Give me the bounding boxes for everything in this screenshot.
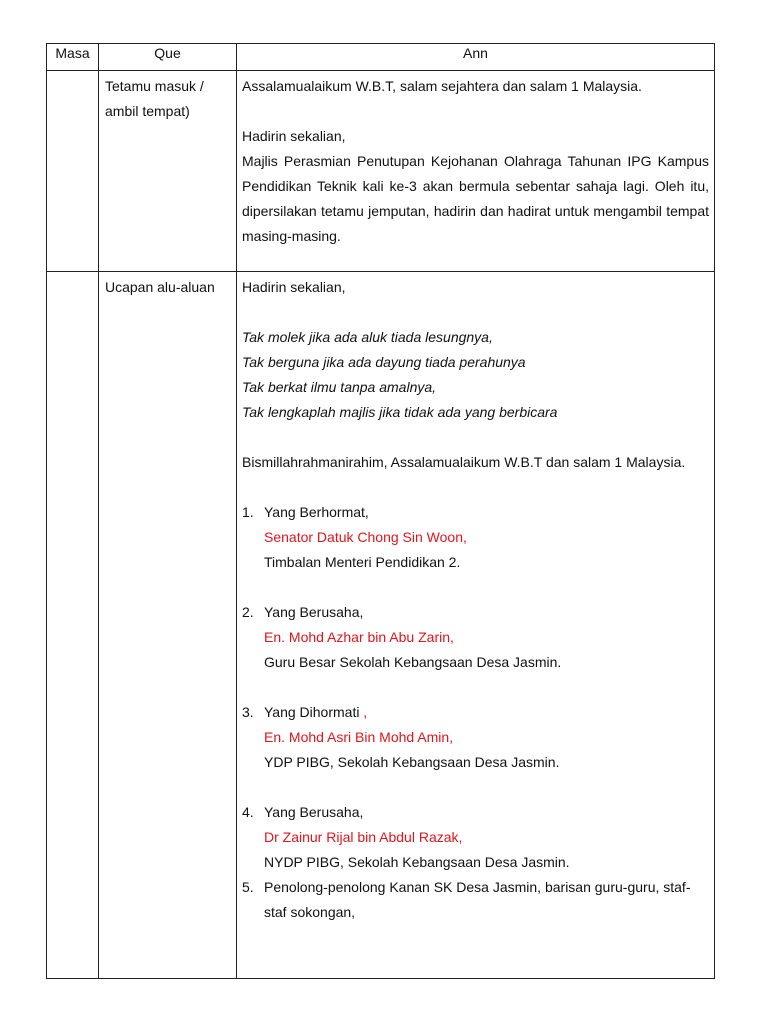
guest-role: Guru Besar Sekolah Kebangsaan Desa Jasmin. (264, 654, 562, 670)
table-row (47, 272, 715, 979)
header-que: Que (99, 44, 237, 71)
header-ann: Ann (237, 44, 715, 71)
guest-title: Yang Berhormat, (264, 504, 369, 520)
list-item (242, 875, 709, 925)
guest-text: Penolong-penolong Kanan SK Desa Jasmin, barisan guru-guru, staf-staf sokongan, (264, 879, 691, 920)
list-item (242, 600, 709, 675)
que-cell: Tetamu masuk / ambil tempat) (99, 71, 237, 272)
guest-role: YDP PIBG, Sekolah Kebangsaan Desa Jasmin. (264, 754, 560, 770)
guest-name: Dr Zainur Rijal bin Abdul Razak, (264, 829, 463, 845)
item-number: 5. (242, 879, 254, 895)
guest-list (242, 500, 709, 925)
item-number: 3. (242, 704, 254, 720)
guest-name: Senator Datuk Chong Sin Woon, (264, 529, 467, 545)
guest-title: Yang Dihormati (264, 704, 360, 720)
pantun-line: Tak molek jika ada aluk tiada lesungnya, (242, 329, 493, 345)
pantun-line: Tak berkat ilmu tanpa amalnya, (242, 379, 437, 395)
guest-name: En. Mohd Asri Bin Mohd Amin, (264, 729, 454, 745)
pantun-line: Tak berguna jika ada dayung tiada perahunya (242, 354, 526, 370)
greeting-text: Assalamualaikum W.B.T, salam sejahtera dan salam 1 Malaysia. (242, 78, 642, 94)
guest-role: Timbalan Menteri Pendidikan 2. (264, 554, 461, 570)
guest-title-suffix: , (359, 704, 368, 720)
guest-name: En. Mohd Azhar bin Abu Zarin, (264, 629, 454, 645)
ann-cell (237, 71, 715, 272)
guest-title: Yang Berusaha, (264, 604, 364, 620)
list-item (242, 500, 709, 575)
pantun-line: Tak lengkaplah majlis jika tidak ada yang berbicara (242, 404, 558, 420)
announcement-paragraph: Majlis Perasmian Penutupan Kejohanan Olahraga Tahunan IPG Kampus Pendidikan Teknik kali ke-3 akan bermula sebentar sahaja lagi. Oleh itu, dipersilakan tetamu jemputan, hadirin dan hadirat untuk mengambil tempat masing-masing. (242, 153, 709, 244)
header-masa: Masa (47, 44, 99, 71)
guest-title: Yang Berusaha, (264, 804, 364, 820)
header-row (47, 44, 715, 71)
list-item (242, 700, 709, 775)
masa-cell (47, 272, 99, 979)
opening-text: Bismillahrahmanirahim, Assalamualaikum W.B.T dan salam 1 Malaysia. (242, 454, 686, 470)
list-item (242, 800, 709, 875)
address-text: Hadirin sekalian, (242, 279, 346, 295)
guest-title-line (264, 700, 709, 725)
item-number: 4. (242, 804, 254, 820)
item-number: 1. (242, 504, 254, 520)
masa-cell (47, 71, 99, 272)
item-number: 2. (242, 604, 254, 620)
address-text: Hadirin sekalian, (242, 128, 346, 144)
table-row (47, 71, 715, 272)
event-script-table (46, 43, 715, 979)
guest-role: NYDP PIBG, Sekolah Kebangsaan Desa Jasmin. (264, 854, 570, 870)
ann-cell (237, 272, 715, 979)
que-cell: Ucapan alu-aluan (99, 272, 237, 979)
